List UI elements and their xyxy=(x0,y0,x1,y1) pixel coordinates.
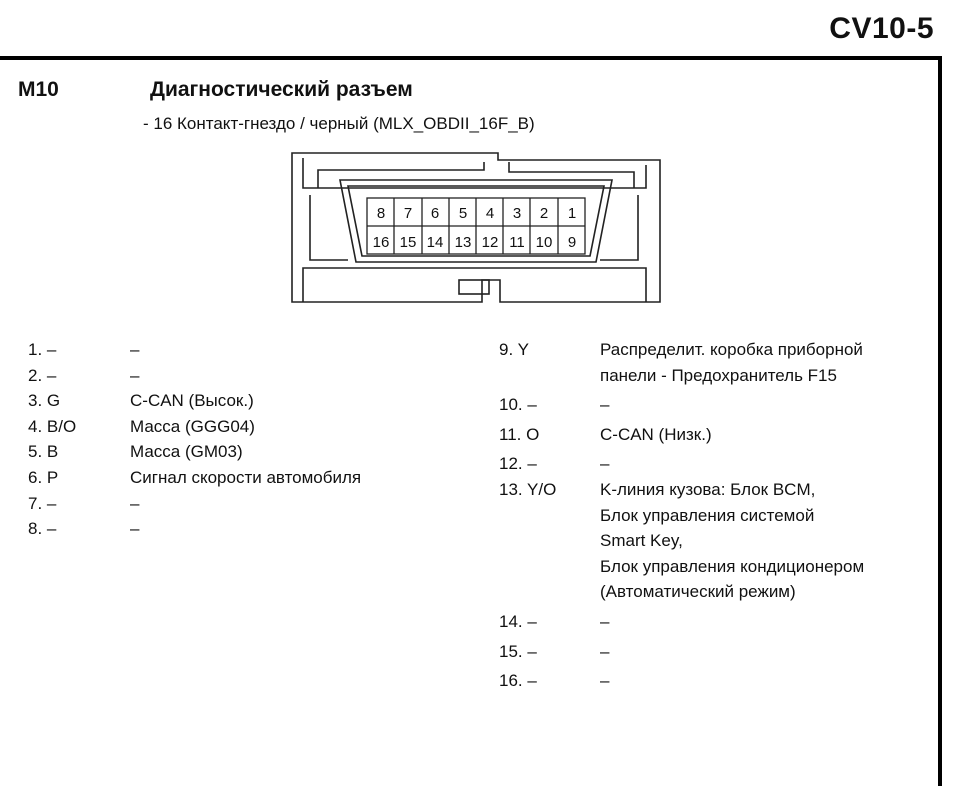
pin-code: 10. – xyxy=(499,395,537,415)
pin-label: 11 xyxy=(509,234,525,251)
pin-label: 9 xyxy=(567,234,577,251)
connector-diagram xyxy=(288,150,664,306)
pin-desc: – xyxy=(130,340,140,359)
pin-row xyxy=(499,477,864,605)
pin-label: 8 xyxy=(376,205,386,222)
connector-title: Диагностический разъем xyxy=(150,78,413,101)
pin-label: 4 xyxy=(485,205,495,222)
pin-label: 7 xyxy=(403,205,413,222)
pin-label: 15 xyxy=(399,234,417,251)
pin-code: 6. P xyxy=(28,467,59,487)
pin-row xyxy=(28,439,361,465)
pin-row xyxy=(499,609,864,635)
pin-label: 12 xyxy=(481,234,499,251)
pin-row xyxy=(499,392,864,418)
pin-row xyxy=(28,388,361,414)
pin-desc-line: Блок управления системой xyxy=(600,505,815,525)
pin-desc xyxy=(600,337,863,388)
pin-desc: C-CAN (Низк.) xyxy=(600,424,712,444)
pin-row xyxy=(499,451,864,477)
connector-subtitle: - 16 Контакт-гнездо / черный (MLX_OBDII_16F_B) xyxy=(143,114,535,133)
pin-label: 10 xyxy=(535,234,553,251)
pin-desc: – xyxy=(600,671,610,691)
pin-row xyxy=(28,414,361,440)
pin-desc: – xyxy=(130,365,140,385)
connector-latch xyxy=(459,280,489,294)
pin-row xyxy=(28,337,361,363)
pin-desc: – xyxy=(600,641,610,661)
pin-code: 15. – xyxy=(499,641,537,661)
pin-code: 12. – xyxy=(499,454,537,474)
pin-code: 4. B/O xyxy=(28,416,77,436)
pin-code: 7. – xyxy=(28,493,57,513)
pin-desc-line: Блок управления кондиционером xyxy=(600,556,865,576)
pin-desc: Масса (GGG04) xyxy=(130,416,255,436)
pin-row xyxy=(28,363,361,389)
connector-id: M10 xyxy=(18,78,59,101)
pin-desc xyxy=(600,477,864,605)
pin-code: 11. O xyxy=(499,424,540,444)
pin-label: 1 xyxy=(567,205,577,222)
pin-desc: – xyxy=(600,395,610,415)
pin-label: 14 xyxy=(426,234,444,251)
pin-row xyxy=(28,465,361,491)
pin-code: 1. – xyxy=(28,340,57,359)
page-code: CV10-5 xyxy=(829,12,934,45)
pin-desc: Сигнал скорости автомобиля xyxy=(130,467,362,487)
pin-row xyxy=(499,422,864,448)
pin-code: 5. B xyxy=(28,442,59,462)
pin-code: 13. Y/O xyxy=(499,479,557,499)
pin-list-left xyxy=(28,337,361,542)
pin-desc: – xyxy=(600,611,610,631)
pin-label: 6 xyxy=(430,205,440,222)
pin-code: 2. – xyxy=(28,365,57,385)
pin-code: 14. – xyxy=(499,611,537,631)
pin-label: 3 xyxy=(512,205,522,222)
pin-row xyxy=(499,337,864,388)
pin-list-right xyxy=(499,337,864,694)
pin-desc-line: (Автоматический режим) xyxy=(600,582,796,602)
pin-desc-line: Smart Key, xyxy=(600,531,683,551)
pin-desc: Масса (GM03) xyxy=(130,442,243,462)
pin-row xyxy=(28,491,361,517)
pin-row xyxy=(499,639,864,665)
pin-desc-line: панели - Предохранитель F15 xyxy=(600,365,837,385)
pin-label: 16 xyxy=(372,234,390,251)
pin-desc: – xyxy=(130,519,140,539)
pin-row xyxy=(499,668,864,694)
pin-row xyxy=(28,516,361,542)
pin-label: 13 xyxy=(454,234,472,251)
pin-code: 16. – xyxy=(499,671,537,691)
pin-code: 9. Y xyxy=(499,340,529,359)
pin-desc-line: K-линия кузова: Блок BCM, xyxy=(600,479,816,499)
pin-code: 3. G xyxy=(28,391,61,411)
pin-label: 2 xyxy=(539,205,549,222)
pin-desc-line: Распределит. коробка приборной xyxy=(600,340,863,359)
pin-desc: – xyxy=(130,493,140,513)
pin-desc: – xyxy=(600,454,610,474)
pin-label: 5 xyxy=(458,205,468,222)
pin-code: 8. – xyxy=(28,519,57,539)
pin-desc: C-CAN (Высок.) xyxy=(130,391,254,411)
